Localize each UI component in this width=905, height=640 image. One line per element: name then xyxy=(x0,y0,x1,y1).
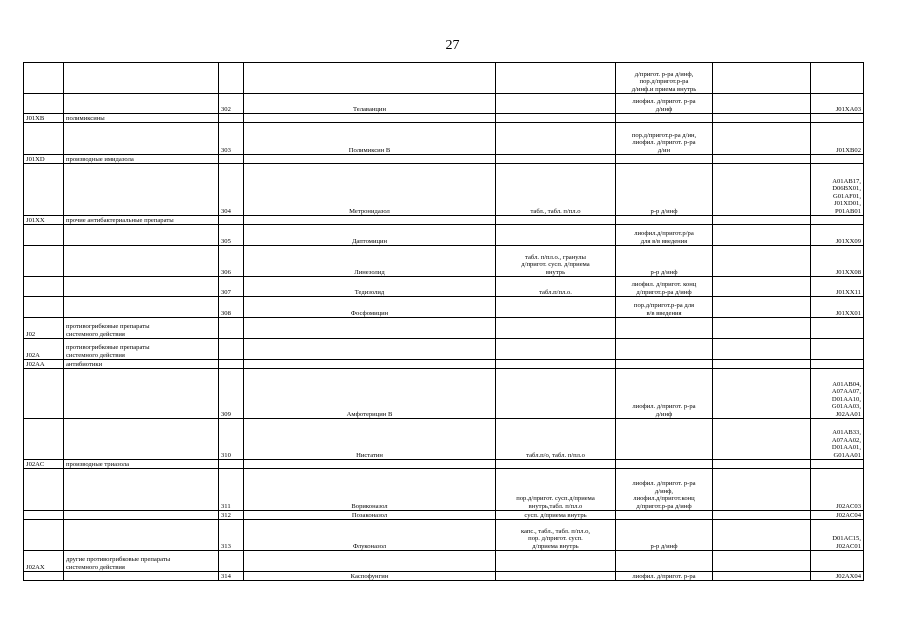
atc-code-cell xyxy=(24,225,64,246)
dosage-forms-cell xyxy=(496,318,616,339)
item-number-cell: 307 xyxy=(219,277,244,297)
item-number-cell xyxy=(219,63,244,94)
item-number-cell xyxy=(219,114,244,123)
drug-name-cell: Каспофунгин xyxy=(244,572,496,581)
dosage-forms-cell xyxy=(496,225,616,246)
empty-cell xyxy=(713,511,811,520)
atc-code-cell xyxy=(24,164,64,216)
injection-forms-cell xyxy=(616,318,713,339)
empty-cell xyxy=(713,94,811,114)
empty-cell xyxy=(713,460,811,469)
table-row xyxy=(24,246,864,277)
atc-code-cell: J02A xyxy=(24,339,64,360)
empty-cell xyxy=(713,297,811,318)
drug-name-cell: Вориконазол xyxy=(244,469,496,511)
injection-forms-cell: лиофил. д/пригот. р-ра д/инф xyxy=(616,369,713,419)
atc-code-cell xyxy=(24,246,64,277)
empty-cell xyxy=(713,277,811,297)
table-row xyxy=(24,297,864,318)
table-row xyxy=(24,360,864,369)
dosage-forms-cell: табл.п/пл.о. xyxy=(496,277,616,297)
table-row xyxy=(24,551,864,572)
group-name-cell xyxy=(64,123,219,155)
empty-cell xyxy=(713,63,811,94)
atc-code-cell xyxy=(24,520,64,551)
item-number-cell: 306 xyxy=(219,246,244,277)
drug-name-cell xyxy=(244,318,496,339)
atc-code-cell xyxy=(24,297,64,318)
injection-forms-cell xyxy=(616,114,713,123)
atc-codes-cell: J02AC03 xyxy=(811,469,864,511)
empty-cell xyxy=(713,360,811,369)
item-number-cell: 311 xyxy=(219,469,244,511)
item-number-cell xyxy=(219,339,244,360)
empty-cell xyxy=(713,246,811,277)
atc-code-cell: J02AA xyxy=(24,360,64,369)
item-number-cell: 313 xyxy=(219,520,244,551)
dosage-forms-cell: табл. п/пл.о., гранулы д/пригот. сусп. д/приема внутрь xyxy=(496,246,616,277)
drug-name-cell: Даптомицин xyxy=(244,225,496,246)
atc-code-cell: J02 xyxy=(24,318,64,339)
atc-codes-cell: J01XX08 xyxy=(811,246,864,277)
group-name-cell xyxy=(64,419,219,460)
table-row xyxy=(24,460,864,469)
injection-forms-cell: лиофил. д/пригот. р-ра xyxy=(616,572,713,581)
atc-codes-cell: J01XB02 xyxy=(811,123,864,155)
atc-codes-cell: A01AB33, A07AA02, D01AA01, G01AA01 xyxy=(811,419,864,460)
atc-codes-cell xyxy=(811,114,864,123)
table-row xyxy=(24,277,864,297)
atc-codes-cell xyxy=(811,551,864,572)
item-number-cell xyxy=(219,460,244,469)
atc-code-cell xyxy=(24,511,64,520)
dosage-forms-cell xyxy=(496,460,616,469)
group-name-cell: противогрибковые препараты системного действия xyxy=(64,318,219,339)
injection-forms-cell xyxy=(616,460,713,469)
atc-code-cell xyxy=(24,277,64,297)
group-name-cell: прочие антибактериальные препараты xyxy=(64,216,219,225)
table-row xyxy=(24,369,864,419)
empty-cell xyxy=(713,551,811,572)
empty-cell xyxy=(713,123,811,155)
dosage-forms-cell xyxy=(496,114,616,123)
table-row xyxy=(24,511,864,520)
injection-forms-cell xyxy=(616,551,713,572)
dosage-forms-cell xyxy=(496,297,616,318)
drug-name-cell: Амфотерицин В xyxy=(244,369,496,419)
item-number-cell: 310 xyxy=(219,419,244,460)
table-row xyxy=(24,225,864,246)
empty-cell xyxy=(713,155,811,164)
injection-forms-cell: д/пригот. р-ра д/инф, пор.д/пригот.р-ра д/инф.и приема внутрь xyxy=(616,63,713,94)
table-row xyxy=(24,572,864,581)
drug-name-cell: Тедизолид xyxy=(244,277,496,297)
injection-forms-cell: р-р д/инф xyxy=(616,164,713,216)
atc-code-cell: J01XD xyxy=(24,155,64,164)
drug-name-cell xyxy=(244,63,496,94)
atc-code-cell xyxy=(24,94,64,114)
dosage-forms-cell: табл.п/о, табл. п/пл.о xyxy=(496,419,616,460)
dosage-forms-cell: сусп. д/приема внутрь xyxy=(496,511,616,520)
atc-codes-cell: A01AB17, D06BX01, G01AF01, J01XD01, P01AB01 xyxy=(811,164,864,216)
drug-name-cell xyxy=(244,551,496,572)
dosage-forms-cell xyxy=(496,572,616,581)
item-number-cell: 308 xyxy=(219,297,244,318)
group-name-cell xyxy=(64,63,219,94)
table-row xyxy=(24,520,864,551)
table-row xyxy=(24,419,864,460)
atc-codes-cell: J01XA03 xyxy=(811,94,864,114)
dosage-forms-cell xyxy=(496,360,616,369)
table-row xyxy=(24,114,864,123)
atc-code-cell: J01XX xyxy=(24,216,64,225)
item-number-cell: 312 xyxy=(219,511,244,520)
table-row xyxy=(24,469,864,511)
atc-code-cell xyxy=(24,63,64,94)
table-row xyxy=(24,164,864,216)
group-name-cell xyxy=(64,94,219,114)
item-number-cell: 304 xyxy=(219,164,244,216)
table-body xyxy=(24,63,864,581)
group-name-cell: противогрибковые препараты системного действия xyxy=(64,339,219,360)
item-number-cell xyxy=(219,216,244,225)
table-row xyxy=(24,123,864,155)
injection-forms-cell: лиофил. д/пригот. р-ра д/инф, лиофил.д/пригот.конц д/пригот.р-ра д/инф xyxy=(616,469,713,511)
injection-forms-cell: лиофил. д/пригот. конц д/пригот.р-ра д/инф xyxy=(616,277,713,297)
item-number-cell xyxy=(219,318,244,339)
injection-forms-cell: пор.д/пригот.р-ра д/ин, лиофил. д/пригот. р-ра д/ин xyxy=(616,123,713,155)
drug-table xyxy=(23,62,864,581)
drug-name-cell xyxy=(244,339,496,360)
drug-name-cell: Линезолид xyxy=(244,246,496,277)
drug-name-cell: Фосфомицин xyxy=(244,297,496,318)
injection-forms-cell: р-р д/инф xyxy=(616,520,713,551)
dosage-forms-cell xyxy=(496,339,616,360)
table-row xyxy=(24,318,864,339)
injection-forms-cell xyxy=(616,360,713,369)
empty-cell xyxy=(713,216,811,225)
atc-code-cell: J02AC xyxy=(24,460,64,469)
group-name-cell xyxy=(64,511,219,520)
dosage-forms-cell xyxy=(496,216,616,225)
atc-codes-cell xyxy=(811,216,864,225)
group-name-cell xyxy=(64,520,219,551)
item-number-cell xyxy=(219,551,244,572)
atc-code-cell xyxy=(24,469,64,511)
group-name-cell xyxy=(64,297,219,318)
empty-cell xyxy=(713,339,811,360)
atc-codes-cell xyxy=(811,63,864,94)
injection-forms-cell xyxy=(616,216,713,225)
atc-codes-cell xyxy=(811,339,864,360)
item-number-cell: 309 xyxy=(219,369,244,419)
group-name-cell xyxy=(64,277,219,297)
empty-cell xyxy=(713,318,811,339)
atc-codes-cell: J02AX04 xyxy=(811,572,864,581)
atc-codes-cell: J01XX09 xyxy=(811,225,864,246)
group-name-cell xyxy=(64,225,219,246)
injection-forms-cell: лиофил. д/пригот. р-ра д/инф xyxy=(616,94,713,114)
atc-codes-cell xyxy=(811,460,864,469)
atc-code-cell xyxy=(24,123,64,155)
injection-forms-cell xyxy=(616,511,713,520)
group-name-cell: производные имидазола xyxy=(64,155,219,164)
atc-codes-cell xyxy=(811,155,864,164)
atc-codes-cell: J01XX01 xyxy=(811,297,864,318)
empty-cell xyxy=(713,469,811,511)
empty-cell xyxy=(713,114,811,123)
page-number: 27 xyxy=(445,38,460,53)
item-number-cell xyxy=(219,155,244,164)
drug-name-cell: Полимиксин В xyxy=(244,123,496,155)
injection-forms-cell: пор.д/пригот.р-ра для в/в введения xyxy=(616,297,713,318)
injection-forms-cell: лиофил.д/пригот.р/ра для в/в введения xyxy=(616,225,713,246)
atc-code-cell xyxy=(24,369,64,419)
drug-name-cell: Метронидазол xyxy=(244,164,496,216)
drug-name-cell: Нистатин xyxy=(244,419,496,460)
drug-name-cell xyxy=(244,460,496,469)
atc-codes-cell: D01AC15, J02AC01 xyxy=(811,520,864,551)
dosage-forms-cell xyxy=(496,123,616,155)
item-number-cell: 302 xyxy=(219,94,244,114)
table-row xyxy=(24,216,864,225)
drug-name-cell xyxy=(244,360,496,369)
drug-name-cell: Позаконазол xyxy=(244,511,496,520)
group-name-cell xyxy=(64,164,219,216)
drug-name-cell xyxy=(244,216,496,225)
injection-forms-cell xyxy=(616,419,713,460)
atc-codes-cell xyxy=(811,318,864,339)
item-number-cell: 303 xyxy=(219,123,244,155)
group-name-cell xyxy=(64,572,219,581)
empty-cell xyxy=(713,419,811,460)
dosage-forms-cell: табл., табл. п/пл.о xyxy=(496,164,616,216)
drug-name-cell xyxy=(244,155,496,164)
empty-cell xyxy=(713,572,811,581)
group-name-cell: полимиксины xyxy=(64,114,219,123)
drug-name-cell xyxy=(244,114,496,123)
table-row xyxy=(24,63,864,94)
group-name-cell xyxy=(64,369,219,419)
table-row xyxy=(24,339,864,360)
dosage-forms-cell xyxy=(496,94,616,114)
drug-name-cell: Флуконазол xyxy=(244,520,496,551)
empty-cell xyxy=(713,164,811,216)
group-name-cell: производные триазола xyxy=(64,460,219,469)
injection-forms-cell xyxy=(616,155,713,164)
group-name-cell xyxy=(64,246,219,277)
atc-code-cell xyxy=(24,572,64,581)
injection-forms-cell: р-р д/инф xyxy=(616,246,713,277)
group-name-cell: другие противогрибковые препараты системного действия xyxy=(64,551,219,572)
dosage-forms-cell xyxy=(496,155,616,164)
empty-cell xyxy=(713,369,811,419)
atc-code-cell xyxy=(24,419,64,460)
dosage-forms-cell: капс., табл., табл. п/пл.о, пор. д/пригот. сусп. д/приема внутрь xyxy=(496,520,616,551)
item-number-cell: 305 xyxy=(219,225,244,246)
table-row xyxy=(24,94,864,114)
group-name-cell: антибиотики xyxy=(64,360,219,369)
atc-codes-cell: J02AC04 xyxy=(811,511,864,520)
table-row xyxy=(24,155,864,164)
atc-codes-cell: A01AB04, A07AA07, D01AA10, G01AA03, J02AA01 xyxy=(811,369,864,419)
atc-code-cell: J02AX xyxy=(24,551,64,572)
injection-forms-cell xyxy=(616,339,713,360)
atc-code-cell: J01XB xyxy=(24,114,64,123)
empty-cell xyxy=(713,520,811,551)
drug-name-cell: Телаванцин xyxy=(244,94,496,114)
dosage-forms-cell xyxy=(496,551,616,572)
atc-codes-cell xyxy=(811,360,864,369)
atc-codes-cell: J01XX11 xyxy=(811,277,864,297)
group-name-cell xyxy=(64,469,219,511)
dosage-forms-cell xyxy=(496,369,616,419)
dosage-forms-cell xyxy=(496,63,616,94)
item-number-cell xyxy=(219,360,244,369)
item-number-cell: 314 xyxy=(219,572,244,581)
empty-cell xyxy=(713,225,811,246)
dosage-forms-cell: пор.д/пригот. сусп.д/приема внутрь,табл. п/пл.о xyxy=(496,469,616,511)
